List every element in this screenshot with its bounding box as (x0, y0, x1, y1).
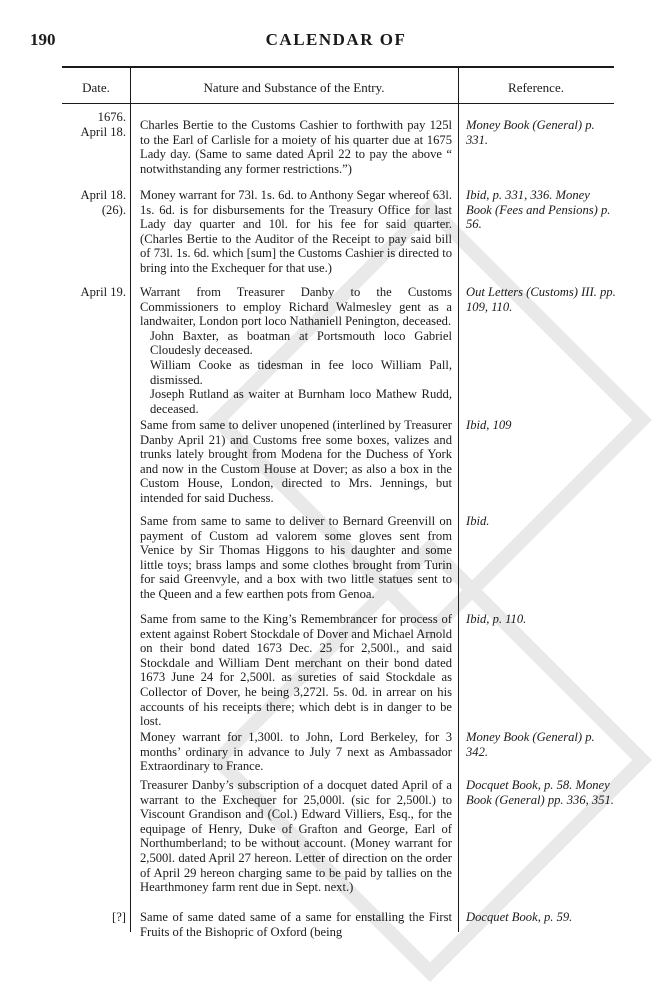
entry-text: Money warrant for 1,300l. to John, Lord Berkeley, for 3 months’ ordinary in advance to July 7 next as Ambassador Extraordinary to France. (140, 730, 452, 774)
entry-reference: Money Book (General) p. 342. (466, 730, 595, 759)
entry-text: Same of same dated same of a same for enstalling the First Fruits of the Bishopric of Oxford (being (140, 910, 452, 939)
entry-reference: Docquet Book, p. 59. (466, 910, 573, 924)
entry-date: 1676. April 18. (80, 110, 126, 139)
column-header-nature: Nature and Substance of the Entry. (203, 80, 385, 95)
entry-text: Warrant from Treasurer Danby to the Customs Commissioners to employ Richard Walmesley gent as a landwaiter, London port loco Nathaniell Penington, deceased. John Baxter, as boatman at Portsmouth loco Gabriel Cloudesly deceased. William Cooke as tidesman in fee loco William Pall, dismissed. Joseph Rutland as waiter at Burnham loco Mathew Rudd, deceased. (140, 285, 452, 416)
running-title: CALENDAR OF (265, 30, 407, 49)
column-divider-left (130, 66, 131, 932)
entry-reference: Money Book (General) p. 331. (466, 118, 595, 147)
entry-text: Same from same to deliver unopened (interlined by Treasurer Danby April 21) and Customs free some boxes, valizes and trunks lately brought from Modena for the Duchess of York and now in the Custom House at Dover; as also a box in the Custom House, London, directed to Mrs. Jennings, but intended for said Duchess. (140, 418, 452, 505)
entry-reference: Ibid, 109 (466, 418, 512, 432)
entry-text: Treasurer Danby’s subscription of a docquet dated April of a warrant to the Exchequer for 25,000l. (sic for 2,500l.) to Viscount Grandison and (Col.) Edward Villiers, Esq., for the equipage of Henry, Duke of Grafton and George, Earl of Northumberland; to be without account. (Money warrant for 2,500l. dated April 27 hereon. Letter of direction on the order of April 29 hereon charging same to be paid by tallies on the Hearthmoney farm rent due in Sept. next.) (140, 778, 452, 895)
column-header-reference: Reference. (508, 80, 564, 95)
entry-reference: Ibid. (466, 514, 490, 528)
entry-date: April 18. (26). (80, 188, 126, 217)
entry-reference: Ibid, p. 331, 336. Money Book (Fees and Pensions) p. 56. (466, 188, 611, 232)
table-header-rule (62, 103, 614, 104)
entry-text: Money warrant for 73l. 1s. 6d. to Anthony Segar whereof 63l. 1s. 6d. is for disbursements for the Treasury Office for last Lady day quarter and 10l. for his fee for said quarter. (Charles Bertie to the Auditor of the Receipt to pay said bill of 73l. 1s. 6d. which [sum] the Customs Cashier is directed to bring into the Exchequer for that use.) (140, 188, 452, 275)
entry-reference: Ibid, p. 110. (466, 612, 527, 626)
entry-reference: Out Letters (Customs) III. pp. 109, 110. (466, 285, 616, 314)
entry-text: Charles Bertie to the Customs Cashier to forthwith pay 125l to the Earl of Carlisle for a moiety of his quarter due at 1675 Lady day. (Same to same dated April 22 to pay the above “ notwithstanding any former restrictions.”) (140, 118, 452, 176)
entry-reference: Docquet Book, p. 58. Money Book (General) pp. 336, 351. (466, 778, 614, 807)
entry-text: Same from same to the King’s Remembrancer for process of extent against Robert Stockdale of Dover and Michael Arnold on their bond dated 1673 Dec. 25 for 2,500l., and said Stockdale and William Dent merchant on their bond dated 1673 June 24 for 2,500l. as sureties of said Stockdale as Collector of Dover, he being 3,272l. 5s. 0d. in arrear on his accounts of his receipts there; which debt is in danger to be lost. (140, 612, 452, 729)
entry-text: Same from same to same to deliver to Bernard Greenvill on payment of Custom ad valorem some gloves sent from Venice by Sir Thomas Higgons to his daughter and some little toys; brass lamps and some clothes brought from Turin for said Greenvyle, and a box with two little statues sent to the Queen and a few earthen pots from Genoa. (140, 514, 452, 601)
entry-date: [?] (112, 910, 126, 924)
column-divider-right (458, 66, 459, 932)
column-header-date: Date. (82, 80, 110, 95)
page-number: 190 (30, 30, 56, 49)
entry-date: April 19. (80, 285, 126, 299)
table-top-rule (62, 66, 614, 68)
